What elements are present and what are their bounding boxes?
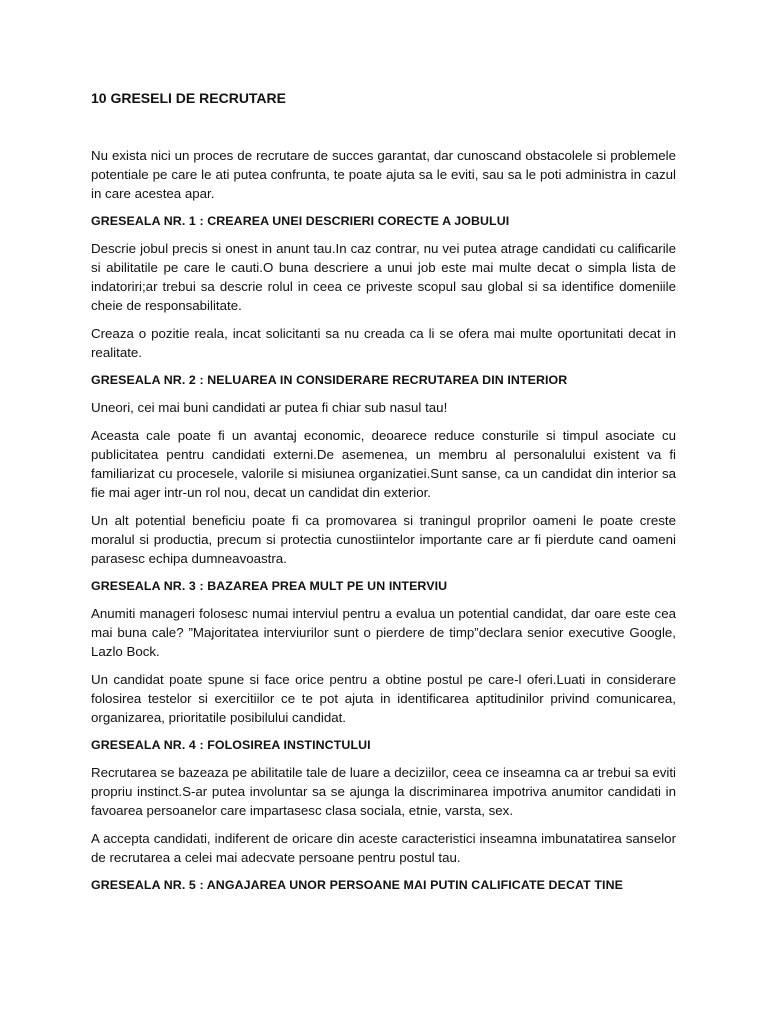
section-1-heading: GRESEALA NR. 1 : CREAREA UNEI DESCRIERI CORECTE A JOBULUI xyxy=(91,214,510,228)
section-3-heading: GRESEALA NR. 3 : BAZAREA PREA MULT PE UN INTERVIU xyxy=(91,579,448,593)
section-2-paragraph-2: Aceasta cale poate fi un avantaj economic, deoarece reduce consturile si timpul asociate cu publicitatea pentru candidati externi.De asemenea, un membru al personalului existent va fi familiarizat cu procesele, valorile si misiunea organizatiei.Sunt sanse, ca un candidat din interior sa fie mai ager intr-un rol nou, decat un candidat din exterior. xyxy=(91,428,676,500)
section-5-heading: GRESEALA NR. 5 : ANGAJAREA UNOR PERSOANE MAI PUTIN CALIFICATE DECAT TINE xyxy=(91,878,623,892)
section-4-paragraph-2: A accepta candidati, indiferent de oricare din aceste caracteristici inseamna imbunatatirea sanselor de recrutarea a celei mai adecvate persoane pentru postul tau. xyxy=(91,831,676,865)
section-4-heading: GRESEALA NR. 4 : FOLOSIREA INSTINCTULUI xyxy=(91,738,371,752)
document-title: 10 GRESELI DE RECRUTARE xyxy=(91,90,286,106)
section-2-paragraph-3: Un alt potential beneficiu poate fi ca promovarea si traningul proprilor oameni le poate creste moralul si productia, precum si protectia cunostiintelor importante care ar fi pierdute cand oameni parasesc echipa dumneavoastra. xyxy=(91,513,676,566)
section-2-paragraph-1: Uneori, cei mai buni candidati ar putea fi chiar sub nasul tau! xyxy=(91,400,448,415)
section-1-paragraph-1: Descrie jobul precis si onest in anunt tau.In caz contrar, nu vei putea atrage candidati cu calificarile si abilitatile pe care le cauti.O buna descriere a unui job este mai multe decat o simpla lista de indatoriri;ar trebui sa descrie rolul in ceea ce priveste scopul sau global si sa identifice domeniile cheie de responsabilitate. xyxy=(91,241,676,313)
document-page xyxy=(91,88,676,903)
section-3-paragraph-1: Anumiti manageri folosesc numai interviul pentru a evalua un potential candidat, dar oare este cea mai buna cale? ”Majoritatea interviurilor sunt o pierdere de timp”declara senior executive Google, Lazlo Bock. xyxy=(91,606,676,659)
section-1-paragraph-2: Creaza o pozitie reala, incat solicitanti sa nu creada ca li se ofera mai multe oportunitati decat in realitate. xyxy=(91,326,676,360)
section-2-heading: GRESEALA NR. 2 : NELUAREA IN CONSIDERARE RECRUTAREA DIN INTERIOR xyxy=(91,373,568,387)
section-3-paragraph-2: Un candidat poate spune si face orice pentru a obtine postul pe care-l oferi.Luati in considerare folosirea testelor si exercitiilor ce te pot ajuta in identificarea aptitudinilor privind comunicarea, organizarea, prioritatile posibilului candidat. xyxy=(91,672,676,725)
intro-paragraph: Nu exista nici un proces de recrutare de succes garantat, dar cunoscand obstacolele si problemele potentiale pe care le ati putea confrunta, te poate ajuta sa le eviti, sau sa le poti administra in cazul in care acestea apar. xyxy=(91,148,676,201)
section-4-paragraph-1: Recrutarea se bazeaza pe abilitatile tale de luare a deciziilor, ceea ce inseamna ca ar trebui sa eviti propriu instinct.S-ar putea involuntar sa se ajunga la discriminarea impotriva anumitor candidati in favoarea persoanelor care impartasesc clasa sociala, etnie, varsta, sex. xyxy=(91,765,676,818)
